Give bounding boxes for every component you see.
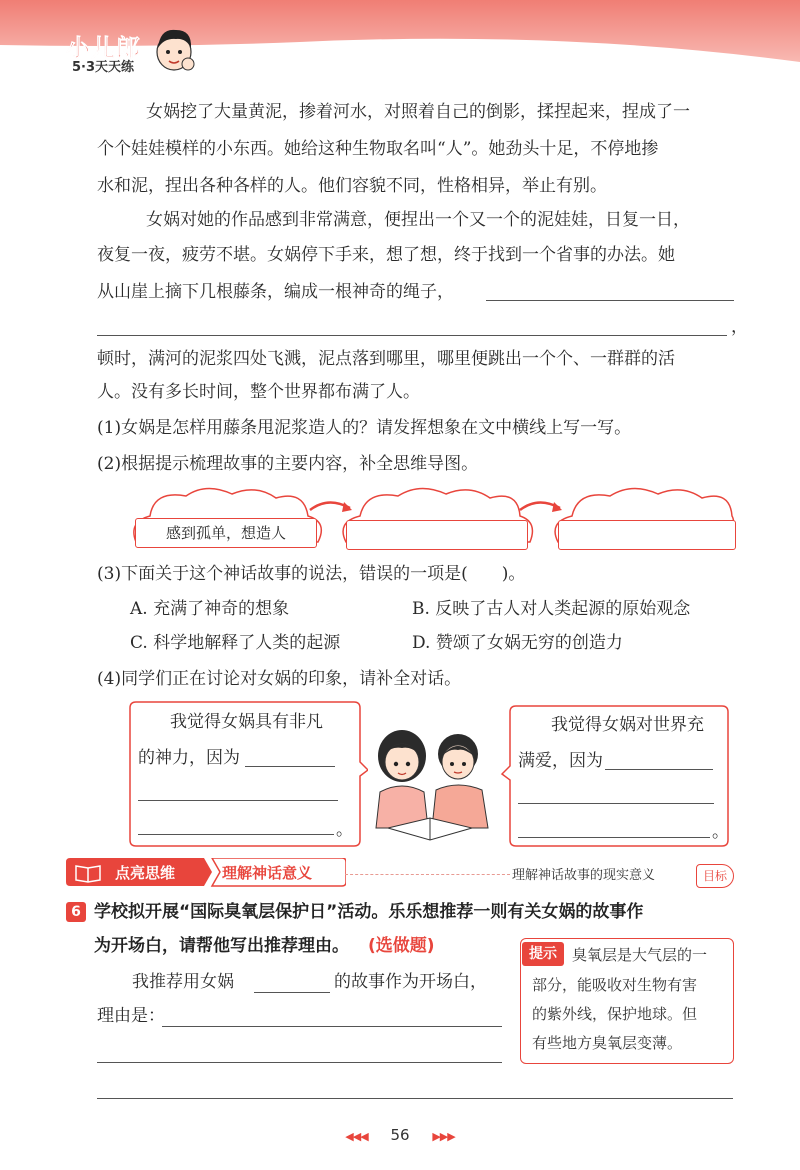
bubble-left-line2: 的神力，因为 [138, 748, 240, 768]
tip-line: 有些地方臭氧层变薄。 [532, 1034, 683, 1052]
page-footer [0, 1126, 800, 1144]
passage-line: 人。没有多长时间，整个世界都布满了人。 [97, 382, 420, 402]
section-label: 点亮思维 [115, 864, 176, 882]
cloud-blank-3[interactable] [558, 520, 736, 550]
cloud-blank-2[interactable] [346, 520, 528, 550]
passage-line: 顿时，满河的泥浆四处飞溅，泥点落到哪里，哪里便跳出一个个、一群群的活 [97, 349, 675, 369]
passage-line: 个个娃娃模样的小东西。她给这种生物取名叫“人”。她劲头十足，不停地掺 [97, 139, 659, 159]
tip-line: 部分，能吸收对生物有害 [532, 976, 698, 994]
answer-blank[interactable] [245, 766, 335, 767]
answer-blank-q1a[interactable] [486, 300, 734, 301]
answer-blank[interactable] [518, 837, 710, 838]
question-2: (2)根据提示梳理故事的主要内容，补全思维导图。 [97, 454, 479, 474]
bubble-right-line2: 满爱，因为 [518, 751, 603, 771]
dotted-divider [345, 874, 510, 875]
question-6-number: 6 [66, 902, 86, 922]
passage-line: 夜复一夜，疲劳不堪。女娲停下手来，想了想，终于找到一个省事的办法。她 [97, 245, 675, 265]
tip-line: 的紫外线，保护地球。但 [532, 1005, 698, 1023]
goal-tag: 目标 [696, 864, 734, 888]
bubble-right-line1: 我觉得女娲对世界充 [551, 715, 704, 735]
answer-prompt-1b: 的故事作为开场白， [334, 972, 487, 992]
optional-tag: (选做题) [368, 936, 435, 956]
option-d[interactable]: D. 赞颂了女娲无穷的创造力 [412, 633, 623, 653]
answer-blank[interactable] [518, 803, 714, 804]
question-4: (4)同学们正在讨论对女娲的印象，请补全对话。 [97, 669, 462, 689]
answer-blank[interactable] [138, 800, 338, 801]
page-number: 56 [390, 1126, 410, 1144]
answer-prompt-1a: 我推荐用女娲 [132, 972, 234, 992]
brand-logo: 小儿郎 [66, 34, 141, 62]
option-b[interactable]: B. 反映了古人对人类起源的原始观念 [412, 599, 691, 619]
children-reading-illustration [364, 724, 500, 848]
answer-blank[interactable] [138, 834, 334, 835]
passage-line: 女娲对她的作品感到非常满意，便捏出一个又一个的泥娃娃，日复一日， [146, 210, 690, 230]
bubble-left-line1: 我觉得女娲具有非凡 [170, 712, 323, 732]
answer-blank-q1b[interactable] [97, 335, 727, 336]
passage-line: 女娲挖了大量黄泥，掺着河水，对照着自己的倒影，揉捏起来，捏成了一 [146, 102, 690, 122]
boy-mascot-icon [150, 22, 198, 74]
tip-line: 臭氧层是大气层的一 [572, 946, 708, 964]
bubble-left-end: 。 [336, 820, 353, 840]
tip-label: 提示 [522, 942, 564, 966]
question-3: (3)下面关于这个神话故事的说法，错误的一项是( )。 [97, 564, 526, 584]
option-c[interactable]: C. 科学地解释了人类的起源 [130, 633, 341, 653]
series-name: 5·3天天练 [72, 60, 135, 75]
answer-blank-reason[interactable] [162, 1026, 502, 1027]
passage-line: 从山崖上摘下几根藤条，编成一根神奇的绳子， [97, 282, 454, 302]
answer-blank-reason[interactable] [97, 1062, 502, 1063]
bubble-right-end: 。 [712, 822, 729, 842]
goal-text: 理解神话故事的现实意义 [512, 868, 656, 883]
cloud-label-1: 感到孤单，想造人 [135, 518, 317, 548]
right-arrows-icon: ▶▶▶ [432, 1130, 455, 1143]
option-a[interactable]: A. 充满了神奇的想象 [130, 599, 290, 619]
section-title: 理解神话意义 [222, 864, 313, 882]
left-arrows-icon: ◀◀◀ [345, 1130, 368, 1143]
answer-blank[interactable] [605, 769, 713, 770]
question-1: (1)女娲是怎样用藤条甩泥浆造人的？请发挥想象在文中横线上写一写。 [97, 418, 632, 438]
question-6-line2: 为开场白，请帮他写出推荐理由。 [94, 936, 349, 956]
answer-blank-story[interactable] [254, 992, 330, 993]
answer-prompt-2: 理由是： [97, 1006, 165, 1026]
answer-blank-reason[interactable] [97, 1098, 733, 1099]
question-6-line1: 学校拟开展“国际臭氧层保护日”活动。乐乐想推荐一则有关女娲的故事作 [94, 902, 644, 922]
passage-comma: ， [731, 317, 748, 337]
passage-line: 水和泥，捏出各种各样的人。他们容貌不同，性格相异，举止有别。 [97, 176, 607, 196]
